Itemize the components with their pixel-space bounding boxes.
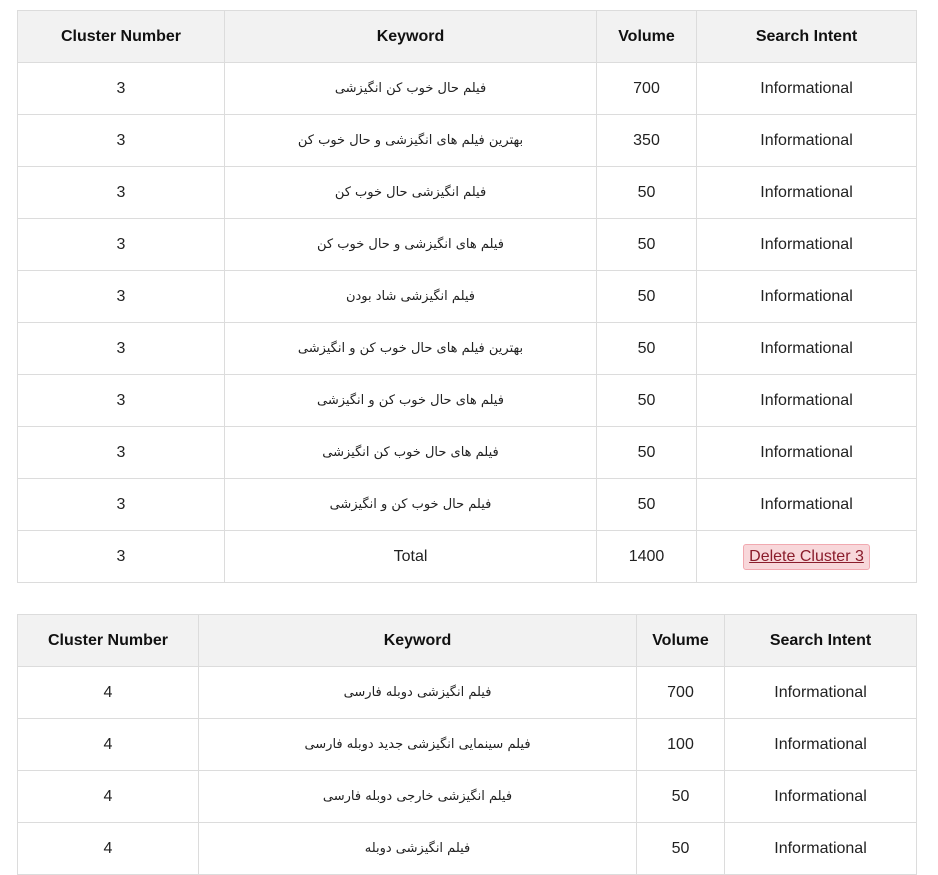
cell-volume: 700: [637, 667, 725, 719]
delete-cluster-button[interactable]: Delete Cluster 3: [743, 544, 870, 570]
total-cluster-number: 3: [18, 531, 225, 583]
cell-cluster-number: 3: [18, 63, 225, 115]
cell-volume: 50: [597, 271, 697, 323]
header-keyword: Keyword: [225, 11, 597, 63]
table-row: [18, 323, 917, 375]
cell-keyword: فیلم های انگیزشی و حال خوب کن: [225, 219, 597, 271]
header-cluster-number: Cluster Number: [18, 615, 199, 667]
cell-search-intent: Informational: [697, 271, 917, 323]
cell-cluster-number: 3: [18, 115, 225, 167]
total-actions: [697, 531, 917, 583]
table-row: [18, 719, 917, 771]
cell-keyword: فیلم انگیزشی دوبله فارسی: [199, 667, 637, 719]
cell-keyword: فیلم انگیزشی شاد بودن: [225, 271, 597, 323]
cell-volume: 700: [597, 63, 697, 115]
cell-cluster-number: 3: [18, 427, 225, 479]
cell-search-intent: Informational: [697, 115, 917, 167]
cell-keyword: فیلم حال خوب کن و انگیزشی: [225, 479, 597, 531]
cell-volume: 50: [597, 167, 697, 219]
total-row: [18, 531, 917, 583]
table-row: [18, 667, 917, 719]
cell-volume: 50: [597, 323, 697, 375]
cell-volume: 50: [597, 479, 697, 531]
table-row: [18, 823, 917, 875]
cell-search-intent: Informational: [697, 63, 917, 115]
cell-cluster-number: 4: [18, 719, 199, 771]
cell-volume: 50: [597, 219, 697, 271]
cell-cluster-number: 3: [18, 219, 225, 271]
header-volume: Volume: [637, 615, 725, 667]
table-row: [18, 271, 917, 323]
cell-search-intent: Informational: [725, 719, 917, 771]
table-row: [18, 427, 917, 479]
cell-keyword: فیلم انگیزشی خارجی دوبله فارسی: [199, 771, 637, 823]
cell-search-intent: Informational: [725, 667, 917, 719]
cell-search-intent: Informational: [725, 823, 917, 875]
header-keyword: Keyword: [199, 615, 637, 667]
cell-keyword: فیلم های حال خوب کن انگیزشی: [225, 427, 597, 479]
cell-search-intent: Informational: [697, 167, 917, 219]
total-label: Total: [225, 531, 597, 583]
cell-volume: 50: [637, 771, 725, 823]
total-volume: 1400: [597, 531, 697, 583]
table-row: [18, 375, 917, 427]
cell-cluster-number: 4: [18, 667, 199, 719]
table-row: [18, 219, 917, 271]
header-search-intent: Search Intent: [725, 615, 917, 667]
cell-cluster-number: 3: [18, 271, 225, 323]
cell-cluster-number: 3: [18, 375, 225, 427]
cell-keyword: بهترین فیلم های حال خوب کن و انگیزشی: [225, 323, 597, 375]
table-header-row: [18, 11, 917, 63]
table-header-row: [18, 615, 917, 667]
cell-cluster-number: 3: [18, 167, 225, 219]
cell-keyword: بهترین فیلم های انگیزشی و حال خوب کن: [225, 115, 597, 167]
table-row: [18, 63, 917, 115]
cell-cluster-number: 3: [18, 323, 225, 375]
header-cluster-number: Cluster Number: [18, 11, 225, 63]
header-search-intent: Search Intent: [697, 11, 917, 63]
table-row: [18, 771, 917, 823]
cell-search-intent: Informational: [697, 323, 917, 375]
cell-keyword: فیلم انگیزشی حال خوب کن: [225, 167, 597, 219]
header-volume: Volume: [597, 11, 697, 63]
cell-volume: 50: [597, 427, 697, 479]
cell-cluster-number: 4: [18, 823, 199, 875]
cell-volume: 50: [637, 823, 725, 875]
cell-search-intent: Informational: [697, 375, 917, 427]
table-row: [18, 115, 917, 167]
cell-search-intent: Informational: [725, 771, 917, 823]
cell-search-intent: Informational: [697, 219, 917, 271]
cell-cluster-number: 4: [18, 771, 199, 823]
cell-keyword: فیلم انگیزشی دوبله: [199, 823, 637, 875]
table-row: [18, 479, 917, 531]
cell-volume: 50: [597, 375, 697, 427]
cell-search-intent: Informational: [697, 479, 917, 531]
cluster-4-table: [17, 614, 917, 875]
cell-search-intent: Informational: [697, 427, 917, 479]
cell-keyword: فیلم سینمایی انگیزشی جدید دوبله فارسی: [199, 719, 637, 771]
cell-cluster-number: 3: [18, 479, 225, 531]
table-row: [18, 167, 917, 219]
cell-keyword: فیلم حال خوب کن انگیزشی: [225, 63, 597, 115]
cell-volume: 100: [637, 719, 725, 771]
cluster-3-table: [17, 10, 917, 583]
cell-keyword: فیلم های حال خوب کن و انگیزشی: [225, 375, 597, 427]
cell-volume: 350: [597, 115, 697, 167]
